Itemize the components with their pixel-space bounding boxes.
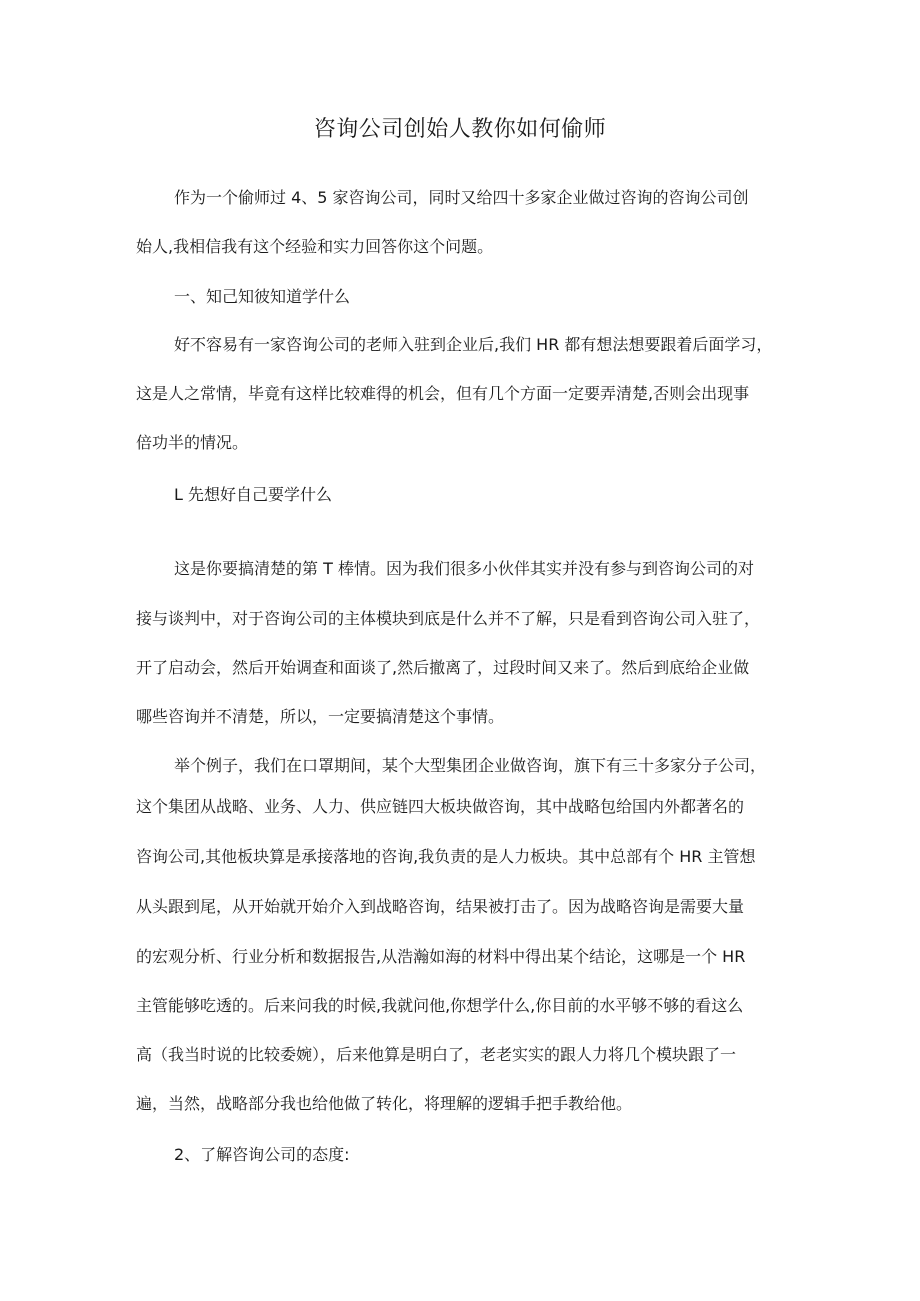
paragraph-line: 咨询公司,其他板块算是承接落地的咨询,我负责的是人力板块。其中总部有个 HR 主管想: [136, 847, 756, 866]
paragraph-line: 作为一个偷师过 4、5 家咨询公司，同时又给四十多家企业做过咨询的咨询公司创: [174, 188, 749, 207]
section-heading: 一、知己知彼知道学什么: [174, 287, 351, 306]
paragraph-line: 主管能够吃透的。后来问我的时候,我就问他,你想学什么,你目前的水平够不够的看这么: [136, 996, 744, 1015]
document-title: 咨询公司创始人教你如何偷师: [313, 117, 607, 142]
paragraph-line: 倍功半的情况。: [136, 433, 249, 452]
paragraph-line: 哪些咨询并不清楚，所以，一定要搞清楚这个事情。: [136, 707, 505, 726]
paragraph-line: 接与谈判中，对于咨询公司的主体模块到底是什么并不了解，只是看到咨询公司入驻了，: [136, 609, 761, 628]
paragraph-line: 这个集团从战略、业务、人力、供应链四大板块做咨询，其中战略包给国内外都著名的: [136, 797, 745, 816]
paragraph-line: 高（我当时说的比较委婉），后来他算是明白了，老老实实的跟人力将几个模块跟了一: [136, 1045, 737, 1064]
subsection-heading: L 先想好自己要学什么: [174, 485, 333, 504]
paragraph-line: 遍，当然，战略部分我也给他做了转化，将理解的逻辑手把手教给他。: [136, 1094, 633, 1113]
paragraph-line: 的宏观分析、行业分析和数据报告,从浩瀚如海的材料中得出某个结论，这哪是一个 HR: [136, 947, 746, 966]
paragraph-line: 这是你要搞清楚的第 T 棒情。因为我们很多小伙伴其实并没有参与到咨询公司的对: [174, 559, 754, 578]
paragraph-line: 这是人之常情，毕竟有这样比较难得的机会，但有几个方面一定要弄清楚,否则会出现事: [136, 384, 750, 403]
paragraph-line: 开了启动会，然后开始调查和面谈了,然后撤离了，过段时间又来了。然后到底给企业做: [136, 658, 750, 677]
paragraph-line: 始人,我相信我有这个经验和实力回答你这个问题。: [136, 237, 494, 256]
paragraph-line: 从头跟到尾，从开始就开始介入到战略咨询，结果被打击了。因为战略咨询是需要大量: [136, 897, 745, 916]
subsection-heading: 2、了解咨询公司的态度:: [174, 1145, 350, 1164]
paragraph-line: 举个例子，我们在口罩期间，某个大型集团企业做咨询，旗下有三十多家分子公司，: [174, 756, 767, 775]
paragraph-line: 好不容易有一家咨询公司的老师入驻到企业后,我们 HR 都有想法想要跟着后面学习，: [174, 335, 773, 354]
